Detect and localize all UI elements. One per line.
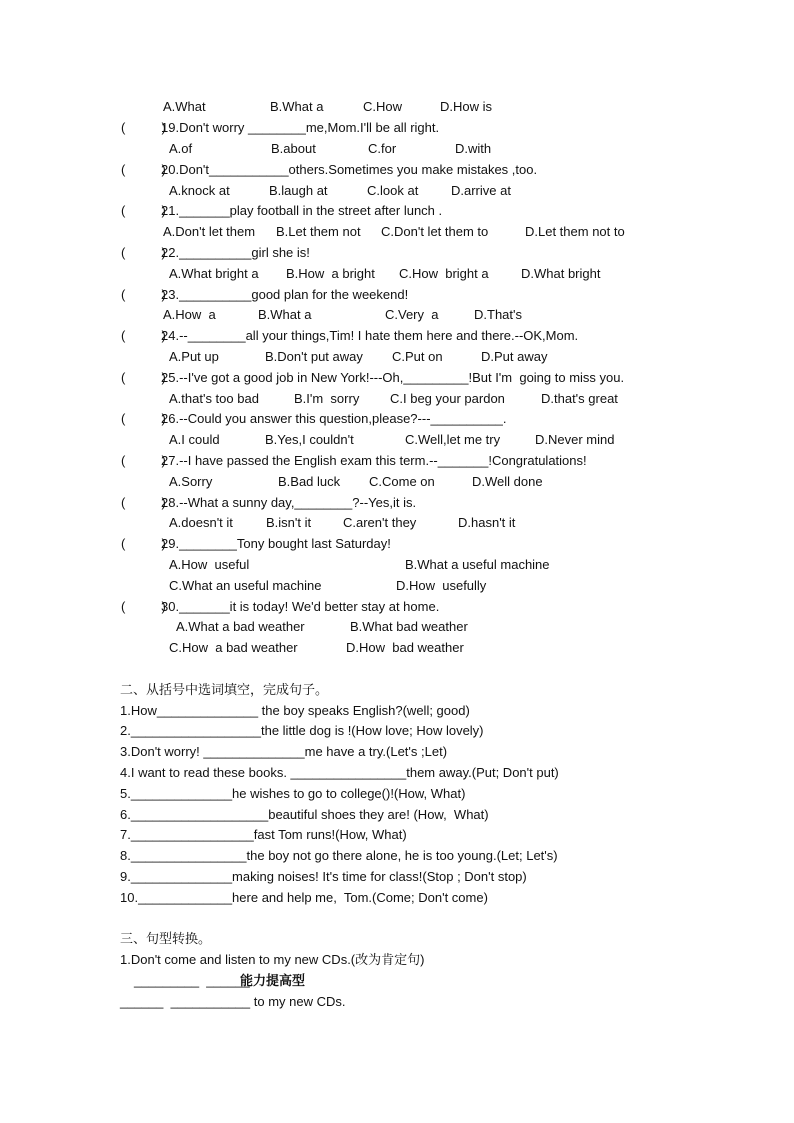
q27-option-a: A.Sorry [169,474,213,489]
section2-item-3: 3.Don't worry! ______________me have a try.(Let's ;Let) [120,744,448,759]
q21-option-d: D.Let them not to [525,224,625,239]
q30-stem: 30._______it is today! We'd better stay at home. [161,599,440,614]
q24-option-c: C.Put on [392,349,443,364]
q27-stem: 27.--I have passed the English exam this term.--_______!Congratulations! [161,453,587,468]
q30-option-a: A.What a bad weather [176,619,305,634]
q22-option-b: B.How a bright [286,266,375,281]
q27-option-c: C.Come on [369,474,435,489]
q19-option-a: A.of [169,141,193,156]
q29-option-c: C.What an useful machine [169,578,322,593]
q25-option-a: A.that's too bad [169,391,259,406]
q28-stem: 28.--What a sunny day,________?--Yes,it is. [161,495,417,510]
section2-item-4: 4.I want to read these books. ________________them away.(Put; Don't put) [120,765,559,780]
q25-option-d: D.that's great [541,391,618,406]
section2-item-6: 6.___________________beautiful shoes they are! (How, What) [120,807,489,822]
q24-option-b: B.Don't put away [265,349,363,364]
q19-stem: 19.Don't worry ________me,Mom.I'll be all right. [161,120,440,135]
q26-answer-paren: ( ) [121,411,166,426]
q21-stem: 21._______play football in the street after lunch . [161,203,443,218]
q22-option-c: C.How bright a [399,266,489,281]
q22-answer-paren: ( ) [121,245,166,260]
q23-answer-paren: ( ) [121,287,166,302]
section2-item-10: 10._____________here and help me, Tom.(Come; Don't come) [120,890,488,905]
q24-option-d: D.Put away [481,349,548,364]
q20-option-d: D.arrive at [451,183,511,198]
q21-option-b: B.Let them not [276,224,361,239]
q20-option-a: A.knock at [169,183,230,198]
q22-stem: 22.__________girl she is! [161,245,310,260]
q20-stem: 20.Don't___________others.Sometimes you make mistakes ,too. [161,162,538,177]
q23-option-a: A.How a [163,307,216,322]
q28-answer-paren: ( ) [121,495,166,510]
q23-option-d: D.That's [474,307,522,322]
overlay-title: 能力提高型 [240,973,306,988]
q30-option-b: B.What bad weather [350,619,468,634]
section2-item-2: 2.__________________the little dog is !(How love; How lovely) [120,723,484,738]
q21-option-a: A.Don't let them [163,224,256,239]
q19-option-c: C.for [368,141,397,156]
q29-option-d: D.How usefully [396,578,487,593]
q22-option-a: A.What bright a [169,266,259,281]
q18-option-d: D.How is [440,99,493,114]
q26-option-b: B.Yes,I couldn't [265,432,354,447]
section3-heading: 三、句型转换。 [120,931,212,946]
q27-answer-paren: ( ) [121,453,166,468]
q28-option-a: A.doesn't it [169,515,233,530]
section2-item-1: 1.How______________ the boy speaks English?(well; good) [120,703,470,718]
section3-question-1: 1.Don't come and listen to my new CDs.(改为肯定句) [120,952,425,967]
q20-option-b: B.laugh at [269,183,328,198]
q24-answer-paren: ( ) [121,328,166,343]
q18-option-c: C.How [363,99,403,114]
q29-stem: 29.________Tony bought last Saturday! [161,536,391,551]
q30-answer-paren: ( ) [121,599,166,614]
q25-stem: 25.--I've got a good job in New York!---Oh,_________!But I'm going to miss you. [161,370,625,385]
q23-option-b: B.What a [258,307,312,322]
q18-option-b: B.What a [270,99,324,114]
q30-option-c: C.How a bad weather [169,640,298,655]
section2-heading: 二、从括号中选词填空，完成句子。 [120,682,329,697]
q20-answer-paren: ( ) [121,162,166,177]
q19-option-d: D.with [455,141,492,156]
q29-answer-paren: ( ) [121,536,166,551]
q26-option-c: C.Well,let me try [405,432,501,447]
q21-option-c: C.Don't let them to [381,224,489,239]
q19-option-b: B.about [271,141,316,156]
q21-answer-paren: ( ) [121,203,166,218]
q27-option-d: D.Well done [472,474,543,489]
q26-option-a: A.I could [169,432,220,447]
q23-option-c: C.Very a [385,307,439,322]
section2-item-8: 8.________________the boy not go there alone, he is too young.(Let; Let's) [120,848,558,863]
q26-option-d: D.Never mind [535,432,615,447]
q30-option-d: D.How bad weather [346,640,464,655]
q20-option-c: C.look at [367,183,419,198]
q22-option-d: D.What bright [521,266,601,281]
q29-option-a: A.How useful [169,557,250,572]
q24-stem: 24.--________all your things,Tim! I hate them here and there.--OK,Mom. [161,328,579,343]
section3-blank-line: _________ ______ [134,973,250,988]
q23-stem: 23.__________good plan for the weekend! [161,287,409,302]
q25-option-b: B.I'm sorry [294,391,360,406]
section2-item-9: 9.______________making noises! It's time for class!(Stop ; Don't stop) [120,869,527,884]
q28-option-c: C.aren't they [343,515,417,530]
section3-answer-line: ______ ___________ to my new CDs. [120,994,346,1009]
q27-option-b: B.Bad luck [278,474,341,489]
q25-answer-paren: ( ) [121,370,166,385]
section2-item-5: 5.______________he wishes to go to college()!(How, What) [120,786,466,801]
section2-item-7: 7._________________fast Tom runs!(How, What) [120,827,407,842]
q25-option-c: C.I beg your pardon [390,391,505,406]
q18-option-a: A.What [163,99,206,114]
q28-option-b: B.isn't it [266,515,312,530]
q19-answer-paren: ( ) [121,120,166,135]
q24-option-a: A.Put up [169,349,219,364]
q28-option-d: D.hasn't it [458,515,516,530]
q29-option-b: B.What a useful machine [405,557,550,572]
q26-stem: 26.--Could you answer this question,please?---__________. [161,411,507,426]
